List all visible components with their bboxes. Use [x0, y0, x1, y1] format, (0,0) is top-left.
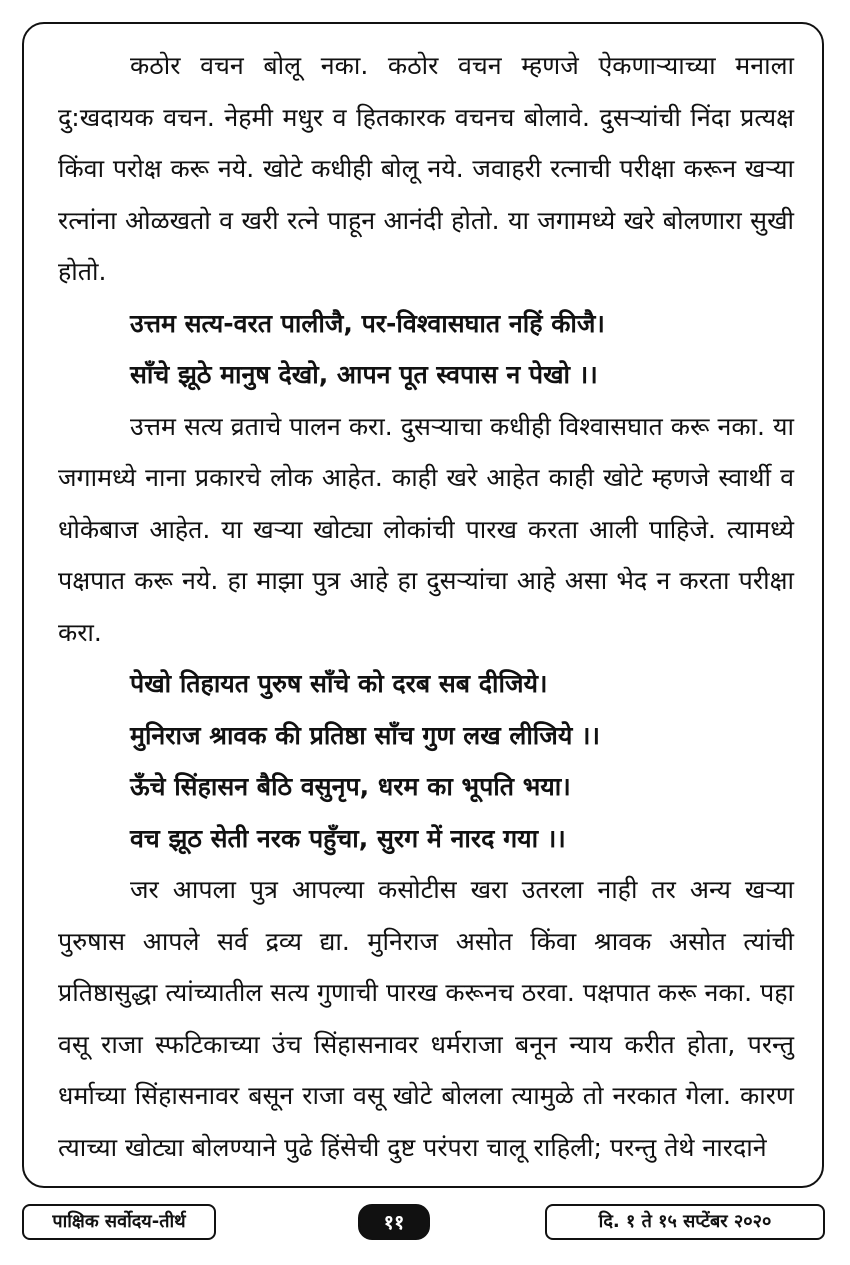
- paragraph-3: जर आपला पुत्र आपल्या कसोटीस खरा उतरला नाही तर अन्य खऱ्या पुरुषास आपले सर्व द्रव्य द्या. मुनिराज असोत किंवा श्रावक असोत त्यांची प्रतिष्ठासुद्धा त्यांच्यातील सत्य गुणाची पारख करूनच ठरवा. पक्षपात करू नका. पहा वसू राजा स्फटिकाच्या उंच सिंहासनावर धर्मराजा बनून न्याय करीत होता, परन्तु धर्माच्या सिंहासनावर बसून राजा वसू खोटे बोलला त्यामुळे तो नरकात गेला. कारण त्याच्या खोट्या बोलण्याने पुढे हिंसेची दुष्ट परंपरा चालू राहिली; परन्तु तेथे नारदाने: [58, 875, 794, 1162]
- verse-block-2: [58, 658, 794, 864]
- magazine-name: पाक्षिक सर्वोदय-तीर्थ: [22, 1204, 216, 1240]
- verse-line: वच झूठ सेती नरक पहुँचा, सुरग में नारद गया ।।: [130, 823, 566, 853]
- paragraph-1: कठोर वचन बोलू नका. कठोर वचन म्हणजे ऐकणाऱ्याच्या मनाला दु:खदायक वचन. नेहमी मधुर व हितकारक वचनच बोलावे. दुसऱ्यांची निंदा प्रत्यक्ष किंवा परोक्ष करू नये. खोटे कधीही बोलू नये. जवाहरी रत्नाची परीक्षा करून खऱ्या रत्नांना ओळखतो व खरी रत्ने पाहून आनंदी होतो. या जगामध्ये खरे बोलणारा सुखी होतो.: [58, 51, 794, 286]
- verse-block-1: [58, 298, 794, 401]
- verse-line: साँचे झूठे मानुष देखो, आपन पूत स्वपास न पेखो ।।: [130, 360, 598, 389]
- verse-line: उत्तम सत्य-वरत पालीजै, पर-विश्वासघात नहिं कीजै।: [130, 308, 605, 338]
- article-body: [58, 40, 794, 1173]
- issue-date: दि. १ ते १५ सप्टेंबर २०२०: [545, 1204, 825, 1240]
- verse-line: मुनिराज श्रावक की प्रतिष्ठा साँच गुण लख लीजिये ।।: [130, 720, 600, 750]
- verse-line: पेखो तिहायत पुरुष साँचे को दरब सब दीजिये।: [130, 669, 548, 698]
- paragraph-2: उत्तम सत्य व्रताचे पालन करा. दुसऱ्याचा कधीही विश्वासघात करू नका. या जगामध्ये नाना प्रकारचे लोक आहेत. काही खरे आहेत काही खोटे म्हणजे स्वार्थी व धोकेबाज आहेत. या खऱ्या खोट्या लोकांची पारख करता आली पाहिजे. त्यामध्ये पक्षपात करू नये. हा माझा पुत्र आहे हा दुसऱ्यांचा आहे असा भेद न करता परीक्षा करा.: [58, 411, 794, 647]
- page-number: ११: [358, 1204, 430, 1240]
- verse-line: ऊँचे सिंहासन बैठि वसुनृप, धरम का भूपति भया।: [130, 772, 571, 801]
